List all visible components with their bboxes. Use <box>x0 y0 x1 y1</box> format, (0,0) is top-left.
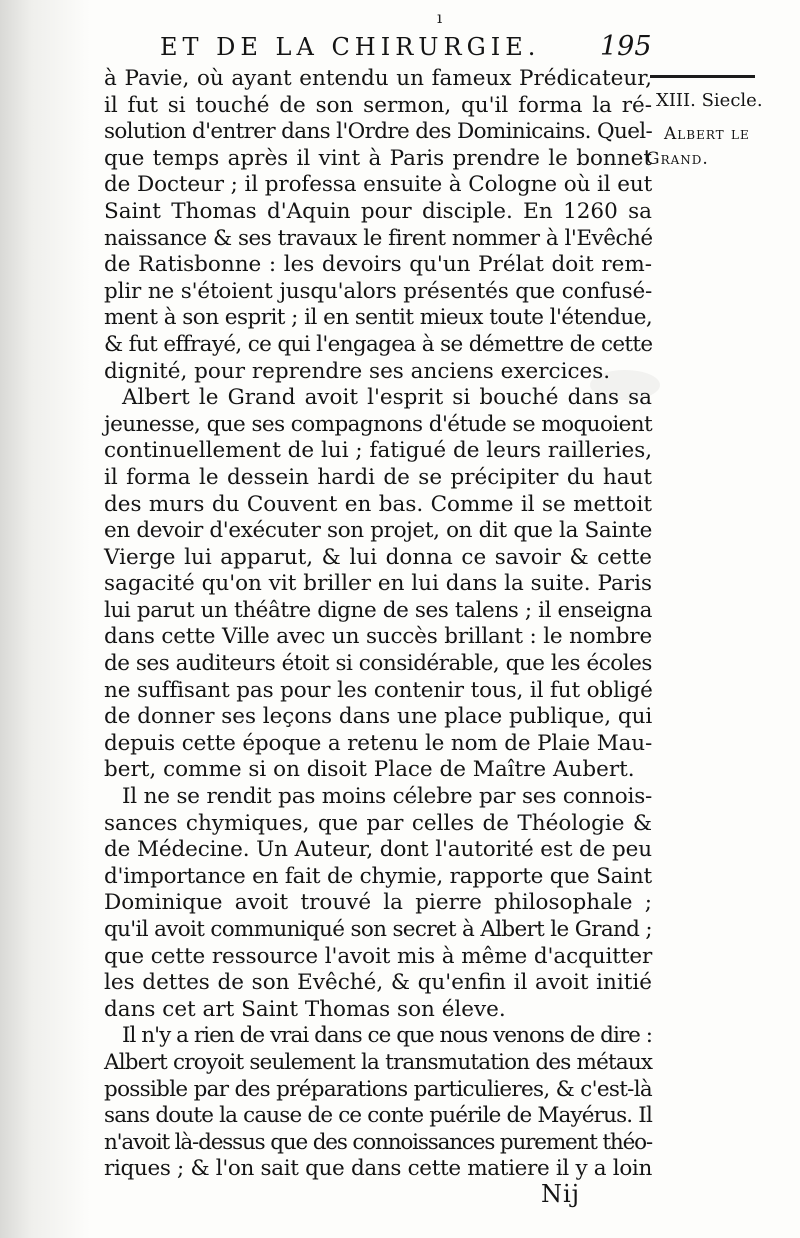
text-line: il fut si touché de son sermon, qu'il forma la ré- <box>104 92 652 118</box>
text-line: ne suffisant pas pour les contenir tous, il fut obligé <box>104 677 653 703</box>
text-line: que cette ressource l'avoit mis à même d'acquitter <box>104 943 653 969</box>
text-line: d'importance en fait de chymie, rapporte que Saint <box>104 863 652 889</box>
text-line: Dominique avoit trouvé la pierre philosophale ; <box>104 890 652 916</box>
running-head: ET DE LA CHIRURGIE. <box>160 33 541 61</box>
text-line: bert, comme si on disoit Place de Maître Aubert. <box>104 757 635 783</box>
top-mark: ı <box>437 8 443 27</box>
text-line: Il ne se rendit pas moins célebre par ses connois- <box>122 784 653 810</box>
text-line: sagacité qu'on vit briller en lui dans la suite. Paris <box>104 571 652 597</box>
margin-note-name-line1: Albert le <box>664 124 750 144</box>
text-line: dignité, pour reprendre ses anciens exercices. <box>104 358 611 384</box>
text-line: de Médecine. Un Auteur, dont l'autorité est de peu <box>104 837 652 863</box>
text-line: & fut effrayé, ce qui l'engagea à se démettre de cette <box>104 331 653 357</box>
text-line: de ses auditeurs étoit si considérable, que les écoles <box>104 651 652 677</box>
text-line: Albert le Grand avoit l'esprit si bouché dans sa <box>122 385 652 411</box>
text-line: dans cette Ville avec un succès brillant : le nombre <box>104 624 652 650</box>
text-line: en devoir d'exécuter son projet, on dit que la Sainte <box>104 518 652 544</box>
text-line: riques ; & l'on sait que dans cette matiere il y a loin <box>104 1156 652 1182</box>
text-line: qu'il avoit communiqué son secret à Albert le Grand ; <box>104 917 652 942</box>
margin-rule <box>650 75 755 78</box>
text-line: solution d'entrer dans l'Ordre des Dominicains. Quel- <box>104 119 653 145</box>
text-line: sances chymiques, que par celles de Théologie & <box>104 810 652 836</box>
text-line: il forma le dessein hardi de se précipiter du haut <box>104 464 652 490</box>
text-line: n'avoit là-dessus que des connoissances purement théo- <box>104 1129 652 1155</box>
margin-note-name-line2: Grand. <box>646 149 709 169</box>
text-line: continuellement de lui ; fatigué de leurs railleries, <box>104 438 653 464</box>
text-line: dans cet art Saint Thomas son éleve. <box>104 996 506 1022</box>
text-line: Il n'y a rien de vrai dans ce que nous venons de dire : <box>122 1023 653 1049</box>
text-line: à Pavie, où ayant entendu un fameux Prédicateur, <box>104 66 652 91</box>
text-line: jeunesse, que ses compagnons d'étude se moquoient <box>104 411 653 437</box>
text-line: les dettes de son Evêché, & qu'enfin il avoit initié <box>104 970 652 996</box>
text-line: Vierge lui apparut, & lui donna ce savoir & cette <box>104 544 652 570</box>
text-line: ment à son esprit ; il en sentit mieux toute l'étendue, <box>104 305 653 331</box>
body-text <box>104 66 652 1183</box>
text-line: Albert croyoit seulement la transmutation des métaux <box>104 1049 653 1075</box>
text-line: de Docteur ; il professa ensuite à Cologne où il eut <box>104 172 653 198</box>
text-line: des murs du Couvent en bas. Comme il se mettoit <box>104 491 652 517</box>
text-line: naissance & ses travaux le firent nommer à l'Evêché <box>104 225 653 251</box>
text-line: de donner ses leçons dans une place publique, qui <box>104 704 653 730</box>
text-line: Saint Thomas d'Aquin pour disciple. En 1260 sa <box>104 198 652 224</box>
catchword-signature: Nij <box>541 1180 581 1208</box>
text-line: que temps après il vint à Paris prendre le bonnet <box>104 145 652 171</box>
text-line: lui parut un théâtre digne de ses talens ; il enseigna <box>104 597 652 623</box>
gutter-shadow <box>0 0 90 1238</box>
text-line: de Ratisbonne : les devoirs qu'un Prélat doit rem- <box>104 252 652 278</box>
text-line: depuis cette époque a retenu le nom de Plaie Mau- <box>104 730 653 756</box>
page-number: 195 <box>600 31 652 62</box>
text-line: sans doute la cause de ce conte puérile de Mayérus. Il <box>104 1103 652 1129</box>
margin-note-century: XIII. Siecle. <box>656 90 763 111</box>
text-line: plir ne s'étoient jusqu'alors présentés que confusé- <box>104 278 653 304</box>
text-line: possible par des préparations particulieres, & c'est-là <box>104 1076 652 1102</box>
